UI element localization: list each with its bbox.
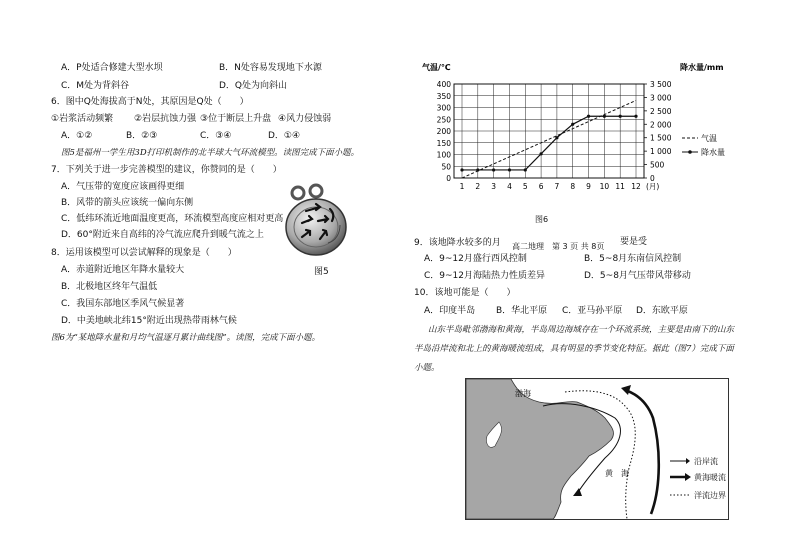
q9-option-b[interactable]: B．5~8月东南信风控制 xyxy=(584,254,682,264)
q10-option-b[interactable]: B．华北平原 xyxy=(496,306,548,316)
q7-option-a[interactable]: A．气压带的宽度应该画得更细 xyxy=(61,182,185,192)
xaxis-label: (月) xyxy=(646,182,660,191)
chart-xticks xyxy=(460,182,660,191)
xtick-label: 12 xyxy=(631,182,641,191)
chart-yticks-left xyxy=(437,80,452,183)
q8-option-d[interactable]: D．中美地峡北纬15°附近出现热带雨林气候 xyxy=(61,316,237,326)
precipitation-point xyxy=(571,123,574,126)
precipitation-point xyxy=(460,168,463,171)
precipitation-point xyxy=(555,136,558,139)
q10-option-d[interactable]: D．东欧平原 xyxy=(636,306,688,316)
map-label-huanghai: 黄 海 xyxy=(605,469,629,478)
q7-stem: 7．下列关于进一步完善模型的建议，你赞同的是（ ） xyxy=(51,165,282,175)
q5-option-d[interactable]: D．Q处为向斜山 xyxy=(219,81,288,91)
q9-option-a[interactable]: A．9~12月盛行西风控制 xyxy=(424,254,527,264)
ytick-left-label: 300 xyxy=(436,103,451,113)
chart-ylabel-right: 降水量/mm xyxy=(680,63,724,72)
ytick-right-label: 2 000 xyxy=(650,120,672,130)
q10-stem: 10．该地可能是（ ） xyxy=(414,288,516,298)
q9-stem: 9．该地降水较多的月 xyxy=(414,238,501,248)
ytick-right-label: 2 500 xyxy=(650,106,672,116)
model-ring-left xyxy=(292,187,304,199)
q7-option-b[interactable]: B．风带的箭头应该统一偏向东侧 xyxy=(61,198,194,208)
q6-option-d[interactable]: D．①④ xyxy=(268,131,301,141)
xtick-label: 7 xyxy=(554,182,560,191)
fig5-label: 图5 xyxy=(314,267,329,277)
ytick-right-label: 3 500 xyxy=(650,80,672,89)
ytick-right-label: 0 xyxy=(650,174,655,183)
q5-option-b[interactable]: B．N处容易发现地下水源 xyxy=(219,63,322,73)
ytick-left-label: 200 xyxy=(436,127,451,136)
legend-label-1: 降水量 xyxy=(701,148,725,157)
legend-warm-current: 黄海暖流 xyxy=(694,473,726,482)
q9-stem-tail: 要是受 xyxy=(620,237,648,247)
ytick-right-label: 1 500 xyxy=(650,133,672,143)
ytick-left-label: 50 xyxy=(441,162,451,172)
chart-ylabel-left: 气温/℃ xyxy=(422,63,451,72)
fig5-intro: 图5是福州一学生用3D打印机制作的北半球大气环流模型。读图完成下面小题。 xyxy=(61,148,360,158)
map-label-bohai: 渤海 xyxy=(515,389,531,398)
q6-item-1: ①岩浆活动频繁 xyxy=(51,114,114,124)
xtick-label: 3 xyxy=(491,182,497,191)
q9-option-c[interactable]: C．9~12月海陆热力性质差异 xyxy=(424,271,546,281)
q10-option-c[interactable]: C．亚马孙平原 xyxy=(562,306,623,316)
ytick-left-label: 150 xyxy=(436,138,451,148)
q6-item-2: ②岩层抗蚀力强 xyxy=(134,114,197,124)
fig6-label: 图6 xyxy=(535,215,549,224)
legend-dot xyxy=(688,150,692,154)
xtick-label: 10 xyxy=(599,182,610,191)
chart-grid xyxy=(454,84,644,178)
q5-option-a[interactable]: A．P处适合修建大型水坝 xyxy=(61,63,163,73)
q6-item-3: ③位于断层上升盘 xyxy=(200,114,272,124)
q6-option-c[interactable]: C．③④ xyxy=(200,131,232,141)
chart-legend xyxy=(682,133,725,157)
q6-option-b[interactable]: B．②③ xyxy=(126,131,158,141)
q8-option-a[interactable]: A．赤道附近地区年降水量较大 xyxy=(61,265,185,275)
precipitation-point xyxy=(492,168,495,171)
xtick-label: 5 xyxy=(522,182,528,191)
ytick-right-label: 3 000 xyxy=(650,93,672,103)
q5-option-c[interactable]: C．M处为背斜谷 xyxy=(61,81,130,91)
precipitation-point xyxy=(524,168,527,171)
fig7-intro-line-1: 山东半岛毗邻渤海和黄海，半岛周边海域存在一个环流系统，主要是由南下的山东 xyxy=(428,325,735,335)
xtick-label: 11 xyxy=(615,182,625,191)
ytick-right-label: 1 000 xyxy=(650,147,672,157)
q8-stem: 8．运用该模型可以尝试解释的现象是（ ） xyxy=(51,248,237,258)
ytick-left-label: 400 xyxy=(436,80,451,89)
q7-option-c[interactable]: C．低纬环流近地面温度更高，环流模型高度应相对更高 xyxy=(61,214,284,224)
ytick-left-label: 0 xyxy=(446,174,451,183)
q6-item-4: ④风力侵蚀弱 xyxy=(278,114,332,124)
precipitation-point xyxy=(587,115,590,118)
ytick-left-label: 350 xyxy=(436,91,451,101)
ytick-left-label: 100 xyxy=(436,150,451,160)
fig7-intro-line-3: 小题。 xyxy=(414,363,440,373)
fig7-intro-line-2: 半岛沿岸流和北上的黄海暖流组成，具有明显的季节变化特征。据此（图7）完成下面 xyxy=(414,344,734,354)
precipitation-point xyxy=(603,115,606,118)
precipitation-point xyxy=(539,152,542,155)
xtick-label: 4 xyxy=(507,182,512,191)
q10-option-a[interactable]: A．印度半岛 xyxy=(424,306,476,316)
xtick-label: 8 xyxy=(570,182,576,191)
q8-option-c[interactable]: C．我国东部地区季风气候显著 xyxy=(61,299,185,309)
ytick-left-label: 250 xyxy=(436,115,451,125)
ytick-right-label: 500 xyxy=(650,160,665,170)
circulation-model-figure xyxy=(280,183,356,259)
xtick-label: 6 xyxy=(538,182,544,191)
q9-option-d[interactable]: D．5~8月气压带风带移动 xyxy=(584,271,691,281)
xtick-label: 9 xyxy=(586,182,591,191)
model-ring-right xyxy=(310,185,322,197)
q8-option-b[interactable]: B．北极地区终年气温低 xyxy=(61,282,158,292)
precipitation-point xyxy=(476,168,479,171)
precipitation-point xyxy=(508,168,511,171)
q6-option-a[interactable]: A．①② xyxy=(61,131,93,141)
precipitation-point xyxy=(634,115,637,118)
q7-option-d[interactable]: D．60°附近来自高纬的冷气流应爬升到暖气流之上 xyxy=(61,230,264,240)
precipitation-point xyxy=(619,115,622,118)
q6-stem: 6．图中Q处海拔高于N处，其原因是Q处（ ） xyxy=(51,97,249,107)
legend-coastal-current: 沿岸流 xyxy=(694,457,718,466)
chart-yticks-right xyxy=(650,80,672,183)
series-line-precipitation xyxy=(462,116,636,170)
fig6-intro: 图6为“某地降水量和月均气温逐月累计曲线图”。读图，完成下面小题。 xyxy=(51,333,321,343)
xtick-label: 2 xyxy=(475,182,481,191)
climate-chart xyxy=(418,60,730,210)
legend-current-boundary: 洋流边界 xyxy=(694,491,726,500)
page-footer: 高二地理 第 3 页 共 8页 xyxy=(512,242,605,251)
xtick-label: 1 xyxy=(459,182,465,191)
legend-label-0: 气温 xyxy=(701,134,717,143)
